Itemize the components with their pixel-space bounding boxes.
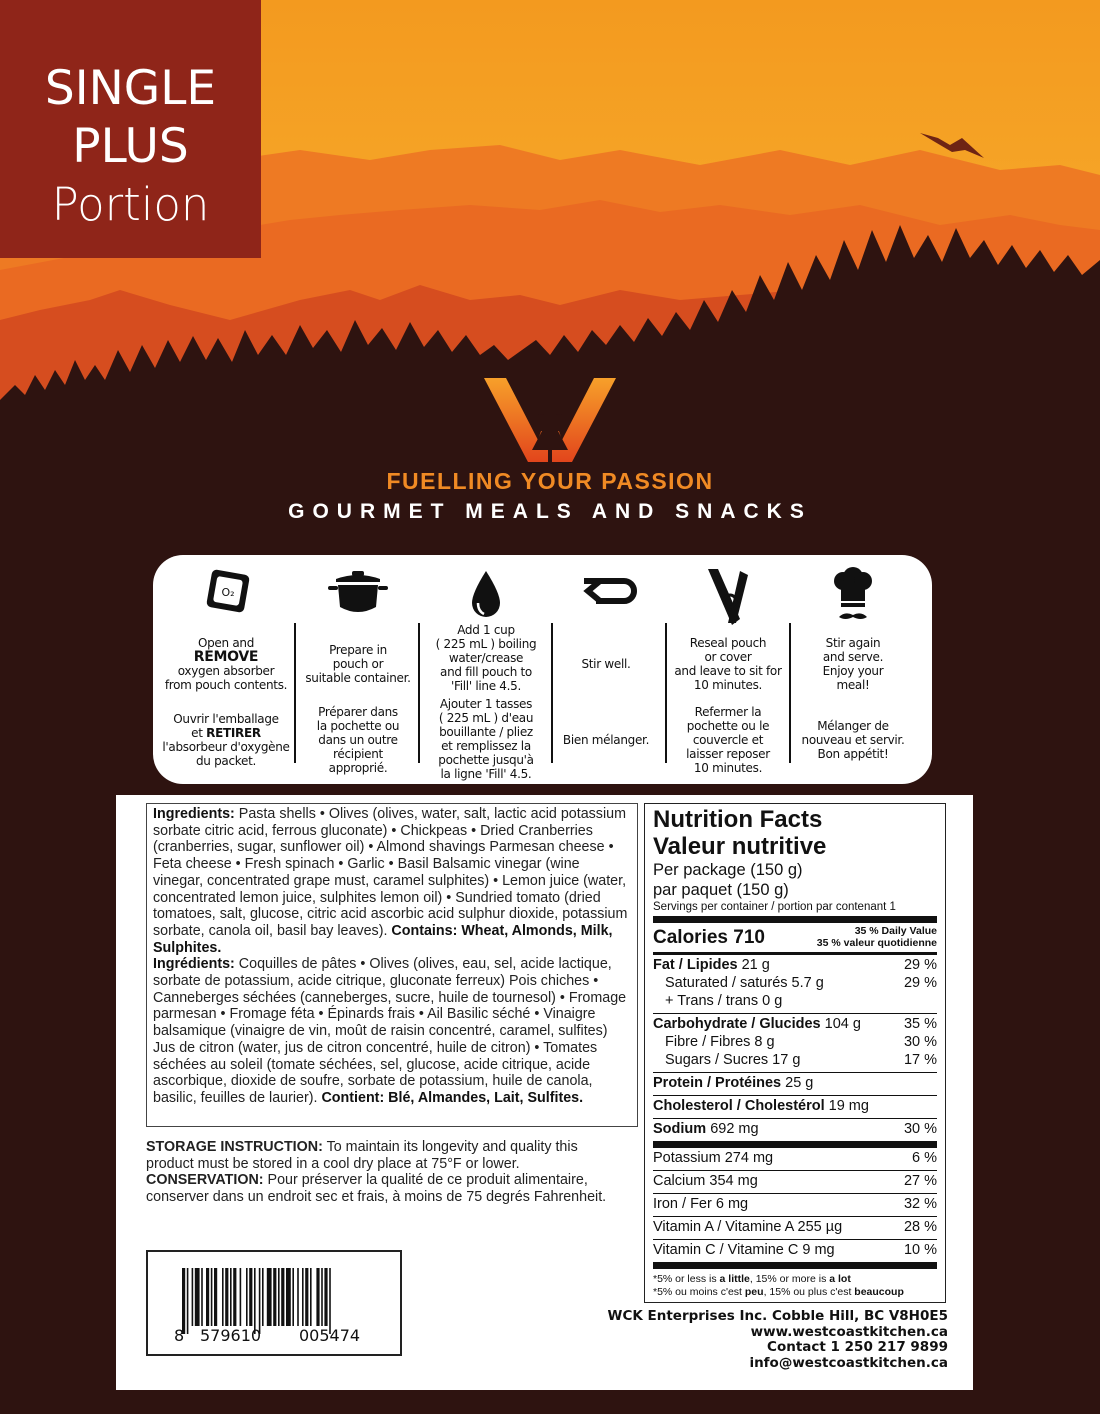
barcode-bar	[249, 1268, 252, 1326]
prep-text: Mélanger de	[817, 719, 889, 733]
barcode-bar	[310, 1268, 312, 1326]
nutrient-label: Potassium 274 mg	[653, 1150, 774, 1166]
barcode-bar	[321, 1268, 323, 1326]
nutrient-pct: 29 %	[903, 975, 937, 991]
prep-text: Add 1 cup	[457, 622, 515, 637]
prep-text: water/crease	[448, 650, 524, 665]
nutrient-amount: 25 g	[781, 1075, 814, 1091]
prep-step-6-fr	[795, 700, 911, 780]
prep-text: laisser reposer	[686, 747, 770, 761]
footnote-text: *5% or less is	[653, 1273, 720, 1285]
barcode-bar	[262, 1268, 264, 1326]
prep-text: Open and	[197, 635, 255, 650]
nutrient-label: Protein / Protéines	[653, 1075, 782, 1091]
nutrient-label: Sugars / Sucres 17 g	[665, 1052, 801, 1068]
barcode-bar	[254, 1268, 256, 1334]
prep-text: et remplissez la	[441, 739, 531, 753]
footnote-bold: beaucoup	[854, 1286, 904, 1298]
nutrition-facts-table	[644, 803, 946, 1303]
nutrient-label: Vitamin A / Vitamine A 255 µg	[653, 1219, 843, 1235]
pot-icon	[326, 567, 390, 619]
nutrient-amount: 692 mg	[706, 1121, 759, 1137]
sodium-row	[653, 1119, 937, 1148]
barcode-bar	[222, 1268, 224, 1326]
prep-step-1-fr	[159, 700, 293, 780]
barcode-bar	[230, 1268, 232, 1326]
barcode-bar	[281, 1268, 284, 1326]
cholesterol-row	[653, 1096, 937, 1119]
footnote-text: , 15% or more is	[749, 1273, 830, 1285]
oxygen-absorber-icon	[200, 567, 252, 619]
prep-text: from pouch contents.	[164, 677, 288, 692]
water-drop-icon	[466, 567, 506, 623]
ingredients-fr-text: Coquilles de pâtes • Olives (olives, eau, sel, acide lactique, sorbate de potassium, acide citrique, gluconate ferreux) Pois chiches • Canneberges séchées (canneberges, sucre, huile de tournesol) • Fromage parmesan • Fromage féta • Épinards frais • Ail Basilic séché • Vinaigre balsamique (vinaigre de vin, moût de raisin concentré, caramel, sulfites) Jus de citron (water, jus de citron concentré, huile de citron) • Tomates séchées au soleil (tomate séchées, sel, glucose, acide citrique, acide ascorbique, dioxide de soufre, sorbate de potassium, huile de canola, basilic, feuilles de laurier).	[153, 956, 627, 1106]
nutrient-label: Saturated / saturés 5.7 g	[665, 975, 824, 991]
nutrient-label: Vitamin C / Vitamine C 9 mg	[653, 1242, 835, 1258]
portion-line-2: PLUS	[72, 119, 189, 174]
nutrition-title-fr: Valeur nutritive	[653, 833, 827, 860]
servings-per-container: Servings per container / portion par contenant 1	[653, 900, 937, 923]
prep-text: Enjoy your	[822, 663, 884, 678]
ingredients-fr-contains: Contient: Blé, Almandes, Lait, Sulfites.	[321, 1089, 584, 1106]
prep-text: Bien mélanger.	[562, 733, 650, 747]
nutrient-label: Sodium	[653, 1121, 707, 1137]
barcode	[146, 1250, 402, 1356]
prep-text: 'Fill' line 4.5.	[450, 678, 521, 693]
barcode-bar	[292, 1268, 294, 1326]
company-email: info@westcoastkitchen.ca	[749, 1354, 948, 1371]
barcode-bar	[267, 1268, 272, 1326]
prep-step-3-en	[425, 622, 547, 693]
protein-row	[653, 1073, 937, 1096]
brand-subtagline: GOURMET MEALS AND SNACKS	[288, 500, 812, 523]
calories-row	[653, 923, 937, 955]
iron-row	[653, 1194, 937, 1217]
prep-step-4	[553, 555, 659, 784]
preparation-instructions	[153, 555, 932, 784]
prep-text: meal!	[836, 677, 870, 692]
prep-text: suitable container.	[305, 670, 411, 685]
nutrient-label: Cholesterol / Cholestérol	[653, 1098, 825, 1114]
prep-text: and serve.	[822, 649, 884, 664]
carb-row	[653, 1015, 937, 1033]
prep-text: bouillante / pliez	[439, 725, 533, 739]
serving-size-fr: par paquet (150 g)	[653, 881, 789, 899]
nutrient-pct: 27 %	[903, 1173, 937, 1189]
footnote-bold: a little	[719, 1273, 750, 1285]
barcode-digit-prefix: 8	[174, 1326, 185, 1345]
barcode-bar	[273, 1268, 276, 1326]
barcode-bar	[329, 1268, 331, 1334]
prep-text: Stir well.	[581, 656, 631, 671]
nutrient-pct: 17 %	[903, 1052, 937, 1068]
company-website: www.westcoastkitchen.ca	[750, 1323, 948, 1340]
fat-group	[653, 955, 937, 1014]
nutrient-pct: 30 %	[903, 1121, 937, 1137]
prep-step-5	[667, 555, 789, 784]
nutrient-label: Carbohydrate / Glucides	[653, 1016, 821, 1032]
prep-text: Ajouter 1 tasses	[439, 697, 533, 711]
prep-step-4-fr	[557, 700, 655, 780]
prep-text: récipient approprié.	[328, 747, 388, 775]
trans-row	[653, 992, 937, 1010]
nutrient-pct: 32 %	[903, 1196, 937, 1212]
storage-fr-label: CONSERVATION:	[146, 1172, 264, 1189]
nutrient-pct: 10 %	[903, 1242, 937, 1258]
barcode-bar	[195, 1268, 200, 1326]
prep-step-5-en	[671, 631, 785, 696]
prep-text: Ouvrir l'emballage	[173, 712, 279, 726]
prep-text: pochette ou le	[686, 719, 770, 733]
barcode-digits-left: 579610	[200, 1326, 262, 1345]
barcode-bar	[302, 1268, 304, 1326]
chef-icon	[829, 567, 877, 627]
barcode-bar	[225, 1268, 228, 1326]
serving-size-en: Per package (150 g)	[653, 861, 803, 879]
prep-text: oxygen absorber	[177, 663, 275, 678]
company-info	[560, 1309, 948, 1371]
calcium-row	[653, 1171, 937, 1194]
footnote-text: *5% ou moins c'est	[653, 1286, 745, 1298]
prep-text: couvercle et	[692, 733, 764, 747]
ingredients-en-contains: Contains: Wheat, Almonds, Milk, Sulphites.	[153, 922, 613, 956]
prep-step-1	[155, 555, 297, 784]
barcode-bar	[286, 1268, 291, 1326]
ingredients-fr-label: Ingrédients:	[153, 956, 235, 973]
nutrient-amount: 21 g	[737, 957, 770, 973]
daily-value-fr: 35 % valeur quotidienne	[816, 937, 937, 949]
nutrient-pct: 35 %	[903, 1016, 937, 1032]
nutrient-pct: 28 %	[903, 1219, 937, 1235]
prep-step-2-en	[302, 631, 414, 696]
prep-step-3	[421, 555, 551, 784]
portion-line-3: Portion	[51, 178, 210, 231]
daily-value-footnote	[653, 1269, 937, 1299]
prep-text-bold: REMOVE	[193, 648, 259, 665]
carb-group	[653, 1014, 937, 1073]
barcode-bar	[206, 1268, 209, 1326]
company-phone: Contact 1 250 217 9899	[767, 1339, 948, 1355]
prep-step-1-en	[159, 631, 293, 696]
vitamin-c-row	[653, 1240, 937, 1269]
vitamin-a-row	[653, 1217, 937, 1240]
barcode-bar	[211, 1268, 213, 1326]
prep-text: ( 225 mL ) d'eau	[438, 711, 534, 725]
prep-text: Refermer la	[694, 705, 762, 719]
saturated-row	[653, 974, 937, 992]
nutrient-pct: 29 %	[903, 957, 937, 973]
footnote-bold: a lot	[829, 1273, 851, 1285]
prep-text: or cover	[704, 649, 752, 664]
prep-step-4-en	[557, 631, 655, 696]
sugars-row	[653, 1051, 937, 1069]
barcode-bar	[297, 1268, 299, 1326]
prep-text: Stir again	[825, 635, 881, 650]
barcode-bar	[192, 1268, 194, 1326]
nutrient-label: Iron / Fer 6 mg	[653, 1196, 749, 1212]
barcode-bar	[201, 1268, 203, 1326]
prep-text: Reseal pouch	[689, 635, 767, 650]
storage-en-text: To maintain its longevity and quality this product must be stored in a cool dry place at 75°F or lower.	[146, 1139, 578, 1172]
nutrient-label: Fat / Lipides	[653, 957, 738, 973]
prep-text: la pochette ou	[316, 719, 400, 733]
nutrient-label: + Trans / trans 0 g	[665, 993, 783, 1009]
stir-icon	[574, 567, 638, 607]
nutrient-pct: 6 %	[912, 1150, 937, 1166]
nutrient-label: Fibre / Fibres 8 g	[665, 1034, 775, 1050]
ingredients-en-text: Pasta shells • Olives (olives, water, salt, lactic acid potassium sorbate citric acid, ferrous gluconate) • Chickpeas • Dried Cranberries (cranberries, sugar, sunflower oil) • Almond shavings Parmesan cheese • Feta cheese • Fresh spinach • Garlic • Basil Balsamic vinegar (wine vinegar, concentrated grape must, caramel sulphites) • Lemon juice (water, concentrated lemon juice, sulphites lemon oil) • Sundried tomato (dried tomatoes, salt, glucose, citric acid ascorbic acid sulphur dioxide, potassium sorbate, canola oil, basil bay leaves).	[153, 806, 628, 939]
fibre-row	[653, 1033, 937, 1051]
footnote-text: , 15% ou plus c'est	[763, 1286, 855, 1298]
fat-row	[653, 956, 937, 974]
prep-step-6-en	[795, 631, 911, 696]
prep-text: pouch or	[332, 656, 384, 671]
barcode-bar	[233, 1268, 236, 1326]
step-divider	[294, 623, 296, 763]
prep-step-2	[298, 555, 418, 784]
potassium-row	[653, 1148, 937, 1171]
nutrient-amount: 19 mg	[824, 1098, 869, 1114]
prep-text: 10 minutes.	[693, 677, 763, 692]
prep-text: nouveau et servir.	[801, 733, 905, 747]
portion-size-badge	[0, 0, 261, 258]
prep-text: Préparer dans	[318, 705, 398, 719]
ingredients-box	[146, 803, 638, 1127]
barcode-bar	[187, 1268, 189, 1334]
barcode-bar	[246, 1268, 248, 1326]
daily-value-en: 35 % Daily Value	[854, 925, 937, 937]
barcode-digits-right: 005474	[299, 1326, 361, 1345]
prep-text: 10 minutes.	[693, 761, 763, 775]
prep-text: et RETIRER	[191, 726, 261, 740]
oxygen-icon-label: O₂	[221, 586, 235, 599]
prep-text: dans un outre	[318, 733, 398, 747]
clothespin-icon	[700, 567, 756, 629]
prep-text: and fill pouch to	[440, 664, 532, 679]
prep-step-2-fr	[302, 700, 414, 780]
prep-text: du packet.	[195, 754, 256, 768]
prep-text: Prepare in	[329, 642, 387, 657]
ingredients-en-label: Ingredients:	[153, 806, 235, 822]
prep-text: la ligne 'Fill' 4.5.	[440, 767, 532, 781]
storage-fr-text: Pour préserver la qualité de ce produit alimentaire, conserver dans un endroit sec et frais, à moins de 75 degrés Fahrenheit.	[146, 1172, 607, 1206]
barcode-bar	[316, 1268, 319, 1326]
prep-text: and leave to sit for	[674, 663, 782, 678]
portion-line-1: SINGLE	[44, 61, 217, 116]
barcode-bar	[214, 1268, 217, 1326]
barcode-bar	[278, 1268, 280, 1326]
barcode-bar	[182, 1268, 185, 1334]
prep-text: l'absorbeur d'oxygène	[162, 740, 290, 754]
step-divider	[418, 623, 420, 763]
footnote-bold: peu	[744, 1286, 764, 1298]
nutrient-label: Calcium 354 mg	[653, 1173, 758, 1189]
barcode-bar	[259, 1268, 261, 1334]
barcode-bar	[305, 1268, 308, 1326]
storage-instructions	[146, 1139, 616, 1206]
barcode-bar	[324, 1268, 327, 1326]
nutrient-pct: 30 %	[903, 1034, 937, 1050]
nutrient-amount: 104 g	[820, 1016, 861, 1032]
barcode-bar	[240, 1268, 242, 1326]
brand-tagline: FUELLING YOUR PASSION	[386, 468, 714, 494]
prep-step-6	[791, 555, 915, 784]
storage-en-label: STORAGE INSTRUCTION:	[146, 1139, 323, 1155]
nutrition-title-en: Nutrition Facts	[653, 806, 823, 833]
company-address: WCK Enterprises Inc. Cobble Hill, BC V8H0E5	[607, 1308, 948, 1324]
calories-label: Calories 710	[653, 927, 765, 948]
prep-step-5-fr	[671, 700, 785, 780]
prep-step-3-fr	[425, 695, 547, 783]
prep-text: Bon appétit!	[817, 747, 889, 761]
daily-value-header	[817, 925, 937, 949]
prep-text: pochette jusqu'à	[438, 753, 534, 767]
prep-text: ( 225 mL ) boiling	[435, 636, 537, 651]
